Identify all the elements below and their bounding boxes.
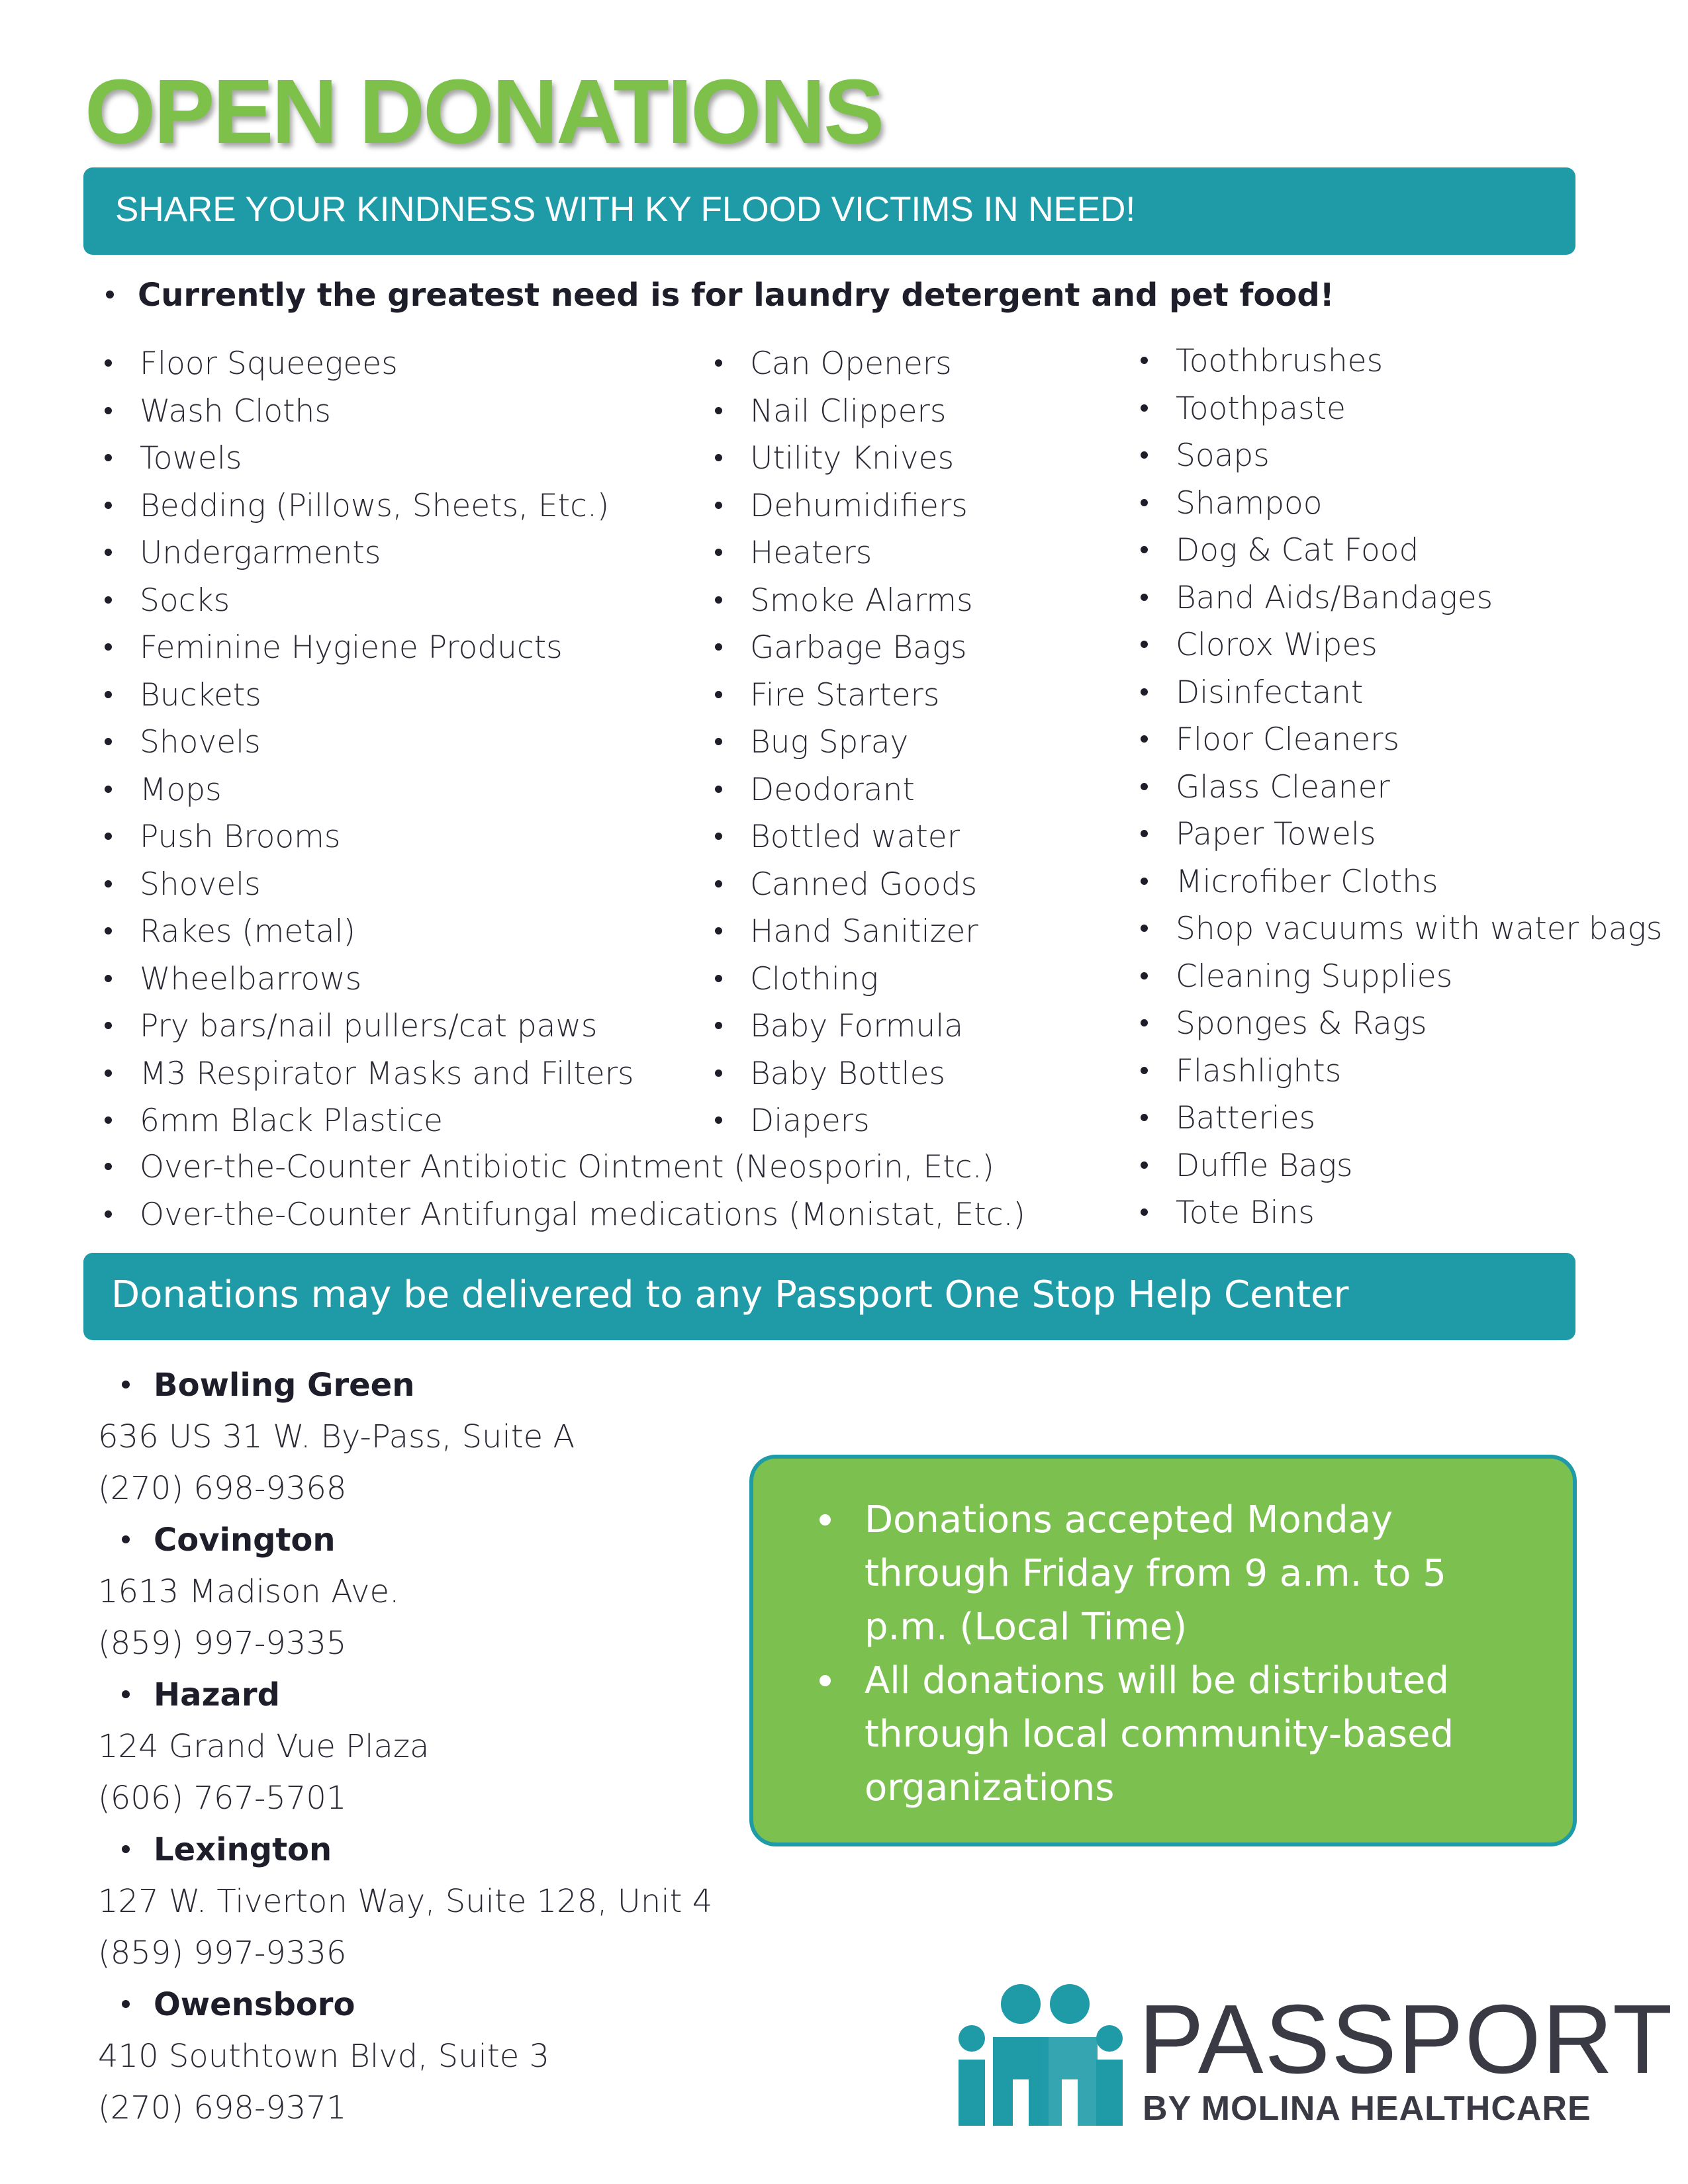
location-address: 1613 Madison Ave.: [98, 1573, 400, 1610]
list-item: Toothbrushes: [1141, 338, 1662, 385]
bullet-icon: [715, 833, 722, 840]
bullet-icon: [1141, 499, 1148, 506]
bullet-icon: [122, 2000, 130, 2008]
bullet-icon: [715, 1022, 722, 1029]
list-item: Duffle Bags: [1141, 1142, 1662, 1190]
list-item: Dehumidifiers: [715, 482, 978, 530]
bullet-icon: [122, 1535, 130, 1543]
bullet-icon: [1141, 878, 1148, 885]
bullet-icon: [715, 502, 722, 509]
bullet-icon: [105, 738, 112, 745]
items-column-1: [105, 340, 634, 1145]
list-item: Floor Squeegees: [105, 340, 634, 388]
bullet-icon: [105, 927, 112, 934]
logo-subtitle: BY MOLINA HEALTHCARE: [1143, 2089, 1591, 2128]
bullet-icon: [105, 596, 112, 604]
location-phone: (270) 698-9368: [98, 1470, 347, 1507]
bullet-icon: [715, 975, 722, 982]
location-phone: (859) 997-9335: [98, 1625, 347, 1662]
bullet-icon: [715, 596, 722, 604]
passport-logo: [953, 1979, 1674, 2131]
bullet-icon: [105, 1069, 112, 1077]
location-name: Owensboro: [98, 1979, 760, 2030]
list-item: Undergarments: [105, 529, 634, 577]
bullet-icon: [715, 359, 722, 367]
bullet-icon: [1141, 594, 1148, 601]
bullet-icon: [715, 1116, 722, 1124]
list-item: Shop vacuums with water bags: [1141, 905, 1662, 953]
list-item: Paper Towels: [1141, 811, 1662, 858]
list-item: Socks: [105, 577, 634, 625]
list-item: Wash Cloths: [105, 388, 634, 435]
list-item: Shovels: [105, 719, 634, 766]
list-item: Over-the-Counter Antibiotic Ointment (Neosporin, Etc.): [105, 1144, 1025, 1191]
list-item: Batteries: [1141, 1095, 1662, 1142]
bullet-icon: [105, 1163, 112, 1170]
bullet-icon: [715, 927, 722, 934]
list-item: 6mm Black Plastice: [105, 1097, 634, 1145]
list-item: Buckets: [105, 672, 634, 719]
bullet-icon: [715, 1069, 722, 1077]
items-wide-rows: [105, 1144, 1025, 1238]
list-item: Shovels: [105, 861, 634, 909]
bullet-icon: [105, 359, 112, 367]
bullet-icon: [1141, 830, 1148, 837]
bullet-icon: [105, 454, 112, 461]
bullet-icon: [105, 691, 112, 698]
list-item: All donations will be distributed through local community-based organizations: [820, 1654, 1534, 1815]
greatest-need-text: Currently the greatest need is for laundry detergent and pet food!: [138, 277, 1335, 314]
kindness-banner: SHARE YOUR KINDNESS WITH KY FLOOD VICTIMS IN NEED!: [83, 167, 1575, 255]
list-item: Cleaning Supplies: [1141, 953, 1662, 1001]
bullet-icon: [715, 691, 722, 698]
bullet-icon: [715, 880, 722, 887]
list-item: Bottled water: [715, 813, 978, 861]
hours-info-list: [820, 1493, 1534, 1815]
list-item: Band Aids/Bandages: [1141, 574, 1662, 622]
list-item: Sponges & Rags: [1141, 1000, 1662, 1048]
greatest-need-note: [106, 277, 1335, 314]
locations-list: [98, 1359, 760, 2134]
location-phone: (859) 997-9336: [98, 1934, 347, 1972]
list-item: Donations accepted Monday through Friday from 9 a.m. to 5 p.m. (Local Time): [820, 1493, 1534, 1654]
list-item: Diapers: [715, 1097, 978, 1145]
bullet-icon: [105, 833, 112, 840]
bullet-icon: [105, 643, 112, 651]
list-item: Clothing: [715, 956, 978, 1003]
list-item: Floor Cleaners: [1141, 716, 1662, 764]
bullet-icon: [715, 549, 722, 556]
bullet-icon: [820, 1514, 831, 1525]
list-item: Push Brooms: [105, 813, 634, 861]
bullet-icon: [105, 502, 112, 509]
list-item: M3 Respirator Masks and Filters: [105, 1050, 634, 1098]
list-item: Towels: [105, 435, 634, 482]
location-address: 636 US 31 W. By-Pass, Suite A: [98, 1418, 575, 1455]
bullet-icon: [1141, 451, 1148, 459]
bullet-icon: [1141, 925, 1148, 932]
list-item: Smoke Alarms: [715, 577, 978, 625]
bullet-icon: [1141, 357, 1148, 364]
list-item: Nail Clippers: [715, 388, 978, 435]
location-address: 127 W. Tiverton Way, Suite 128, Unit 4: [98, 1883, 713, 1920]
list-item: Pry bars/nail pullers/cat paws: [105, 1003, 634, 1050]
list-item: Bug Spray: [715, 719, 978, 766]
list-item: Canned Goods: [715, 861, 978, 909]
location-name: Covington: [98, 1514, 760, 1566]
bullet-icon: [122, 1845, 130, 1853]
hours-info-box: [749, 1455, 1577, 1846]
bullet-icon: [105, 1022, 112, 1029]
location-phone: (606) 767-5701: [98, 1780, 347, 1817]
list-item: Bedding (Pillows, Sheets, Etc.): [105, 482, 634, 530]
list-item: Disinfectant: [1141, 669, 1662, 717]
bullet-icon: [1141, 641, 1148, 648]
items-column-2: [715, 340, 978, 1145]
page-title: OPEN DONATIONS: [85, 61, 883, 163]
list-item: Over-the-Counter Antifungal medications (Monistat, Etc.): [105, 1191, 1025, 1239]
list-item: Flashlights: [1141, 1048, 1662, 1095]
bullet-icon: [715, 738, 722, 745]
list-item: Baby Formula: [715, 1003, 978, 1050]
list-item: Microfiber Cloths: [1141, 858, 1662, 906]
items-column-3: [1141, 338, 1662, 1237]
location-address: 410 Southtown Blvd, Suite 3: [98, 2038, 550, 2075]
list-item: Wheelbarrows: [105, 956, 634, 1003]
bullet-icon: [1141, 735, 1148, 743]
list-item: Fire Starters: [715, 672, 978, 719]
list-item: Hand Sanitizer: [715, 908, 978, 956]
bullet-icon: [715, 786, 722, 793]
bullet-icon: [1141, 1019, 1148, 1026]
list-item: Tote Bins: [1141, 1189, 1662, 1237]
list-item: Deodorant: [715, 766, 978, 814]
bullet-icon: [820, 1675, 831, 1686]
location-phone: (270) 698-9371: [98, 2089, 347, 2126]
bullet-icon: [1141, 404, 1148, 412]
bullet-icon: [1141, 972, 1148, 979]
bullet-icon: [105, 1210, 112, 1218]
people-icon: [953, 1979, 1132, 2131]
list-item: Garbage Bags: [715, 624, 978, 672]
list-item: Mops: [105, 766, 634, 814]
bullet-icon: [1141, 1067, 1148, 1074]
bullet-icon: [122, 1381, 130, 1388]
logo-wordmark: PASSPORT: [1139, 1985, 1674, 2094]
bullet-icon: [106, 291, 114, 298]
location-address: 124 Grand Vue Plaza: [98, 1728, 430, 1765]
bullet-icon: [1141, 783, 1148, 790]
bullet-icon: [105, 786, 112, 793]
list-item: Rakes (metal): [105, 908, 634, 956]
delivery-banner: Donations may be delivered to any Passport One Stop Help Center: [83, 1253, 1575, 1340]
bullet-icon: [122, 1690, 130, 1698]
list-item: Soaps: [1141, 432, 1662, 480]
list-item: Can Openers: [715, 340, 978, 388]
bullet-icon: [1141, 1161, 1148, 1169]
location-name: Hazard: [98, 1669, 760, 1721]
bullet-icon: [715, 407, 722, 414]
bullet-icon: [105, 975, 112, 982]
list-item: Toothpaste: [1141, 385, 1662, 433]
bullet-icon: [105, 549, 112, 556]
bullet-icon: [715, 454, 722, 461]
bullet-icon: [105, 880, 112, 887]
list-item: Baby Bottles: [715, 1050, 978, 1098]
bullet-icon: [715, 643, 722, 651]
list-item: Feminine Hygiene Products: [105, 624, 634, 672]
bullet-icon: [105, 407, 112, 414]
location-name: Lexington: [98, 1824, 760, 1876]
bullet-icon: [1141, 546, 1148, 553]
location-name: Bowling Green: [98, 1359, 760, 1411]
list-item: Dog & Cat Food: [1141, 527, 1662, 574]
list-item: Clorox Wipes: [1141, 621, 1662, 669]
bullet-icon: [105, 1116, 112, 1124]
bullet-icon: [1141, 688, 1148, 696]
list-item: Glass Cleaner: [1141, 764, 1662, 811]
list-item: Shampoo: [1141, 480, 1662, 527]
bullet-icon: [1141, 1208, 1148, 1216]
list-item: Heaters: [715, 529, 978, 577]
bullet-icon: [1141, 1114, 1148, 1121]
list-item: Utility Knives: [715, 435, 978, 482]
